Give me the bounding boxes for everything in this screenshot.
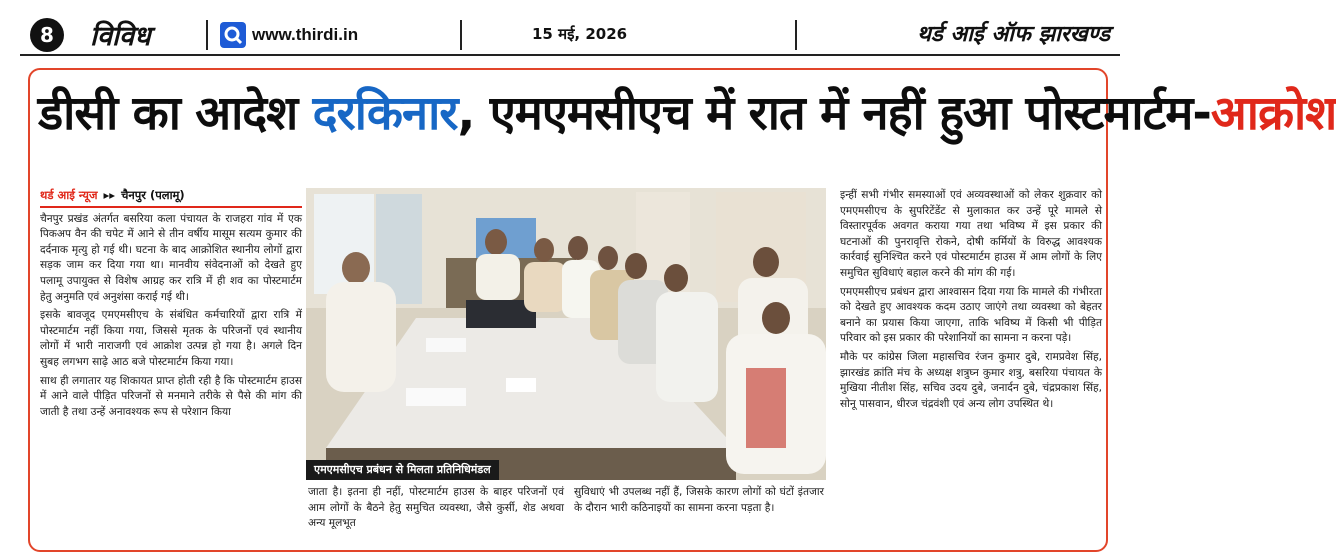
dateline-brand: थर्ड आई न्यूज xyxy=(40,188,98,202)
paragraph: मौके पर कांग्रेस जिला महासचिव रंजन कुमार दुबे, रामप्रवेश सिंह, झारखंड क्रांति मंच के अध्यक्ष शत्रुघ्न कुमार शत्रु, बसरिया पंचायत के मुखिया नीतीश सिंह, सचिव उदय दुबे, जनार्दन दुबे, चंद्रप्रकाश सिंह, सोनू पासवान, धीरज चंद्रवंशी एवं अन्य लोग उपस्थित थे। xyxy=(840,350,1102,410)
publication-date: 15 मई, 2026 xyxy=(532,25,628,43)
masthead-rule xyxy=(20,54,1120,56)
dateline-place: चैनपुर (पलामू) xyxy=(121,188,185,202)
site-link[interactable] xyxy=(220,22,358,48)
section-name: विविध xyxy=(90,21,151,52)
paragraph: चैनपुर प्रखंड अंतर्गत बसरिया कला पंचायत के राजहरा गांव में एक पिकअप वैन की चपेट में आने से तीन वर्षीय मासूम सत्यम कुमार की दर्दनाक मृत्यु हो गई थी। घटना के बाद आक्रोशित स्थानीय लोगों द्वारा सड़क जाम कर दिया गया था। मानवीय संवेदनाओं को देखते हुए पलामू उपायुक्त से विशेष आग्रह कर रात्रि में ही शव का पोस्टमार्टम हेतु अनुमति एवं अनुशंसा कराई गई थी। xyxy=(40,212,302,303)
article-column-mid-left xyxy=(308,485,564,549)
arrow-icon: ▸▸ xyxy=(103,188,116,202)
page-number: 8 xyxy=(30,18,64,52)
dateline xyxy=(40,188,302,208)
meeting-photo xyxy=(306,188,826,480)
headline-highlight: आक्रोश xyxy=(1210,86,1336,141)
article-column-right xyxy=(840,188,1102,550)
headline xyxy=(38,84,1336,144)
headline-part: डीसी का आदेश xyxy=(38,86,313,141)
paragraph: इसके बावजूद एमएमसीएच के संबंधित कर्मचारियों द्वारा रात्रि में पोस्टमार्टम नहीं किया गया, जिससे मृतक के परिजनों एवं स्थानीय लोगों में भारी नाराजगी एवं आक्रोश उत्पन्न हो गया है। अगले दिन सुबह लगभग साढ़े आठ बजे पोस्टमार्टम किया गया। xyxy=(40,309,302,368)
article-column-left xyxy=(40,188,302,548)
paragraph: साथ ही लगातार यह शिकायत प्राप्त होती रही है कि पोस्टमार्टम हाउस में आने वाले पीड़ित परिजनों से मनमाने तरीके से पैसे की मांग की जाती है तथा उन्हें अनावश्यक रूप से परेशान किया xyxy=(40,374,302,418)
paragraph: सुविधाएं भी उपलब्ध नहीं हैं, जिसके कारण लोगों को घंटों इंतजार के दौरान भारी कठिनाइयों का सामना करना पड़ता है। xyxy=(574,486,824,514)
search-icon xyxy=(220,22,246,48)
headline-part: , एमएमसीएच में रात में नहीं हुआ पोस्टमार्टम- xyxy=(457,86,1211,141)
article-photo xyxy=(306,188,826,480)
paragraph: इन्हीं सभी गंभीर समस्याओं एवं अव्यवस्थाओं को लेकर शुक्रवार को एमएमसीएच के सुपरिटेंडेंट से मुलाकात कर उन्हें पूरे मामले से विस्तारपूर्वक अवगत कराया गया तथा भविष्य में इस प्रकार की घटनाओं की पुनरावृत्ति रोकने, दोषी कर्मियों के विरुद्ध आवश्यक कार्रवाई सुनिश्चित करने एवं पोस्टमार्टम हाउस में आम लोगों के लिए समुचित सुविधाएं बहाल करने की मांग की गई। xyxy=(840,189,1102,279)
headline-highlight: दरकिनार xyxy=(312,86,458,141)
paragraph: जाता है। इतना ही नहीं, पोस्टमार्टम हाउस के बाहर परिजनों एवं आम लोगों के बैठने हेतु समुचित व्यवस्था, जैसे कुर्सी, शेड अथवा अन्य मूलभूत xyxy=(308,486,564,530)
article-column-mid-right xyxy=(574,485,824,549)
masthead-divider xyxy=(795,20,797,50)
article-frame xyxy=(28,68,1336,552)
paragraph: एमएमसीएच प्रबंधन द्वारा आश्वासन दिया गया कि मामले की गंभीरता को देखते हुए आवश्यक कदम उठाए जाएंगे तथा व्यवस्था को बेहतर बनाने का प्रयास किया जाएगा, ताकि भविष्य में किसी भी पीड़ित परिवार को इस प्रकार की परेशानियों का सामना न करना पड़े। xyxy=(840,285,1102,345)
masthead-divider xyxy=(460,20,462,50)
masthead-divider xyxy=(206,20,208,50)
site-url[interactable]: www.thirdi.in xyxy=(252,25,359,44)
masthead xyxy=(20,14,1120,56)
newspaper-name: थर्ड आई ऑफ झारखण्ड xyxy=(916,22,1110,47)
photo-caption: एमएमसीएच प्रबंधन से मिलता प्रतिनिधिमंडल xyxy=(306,460,499,480)
